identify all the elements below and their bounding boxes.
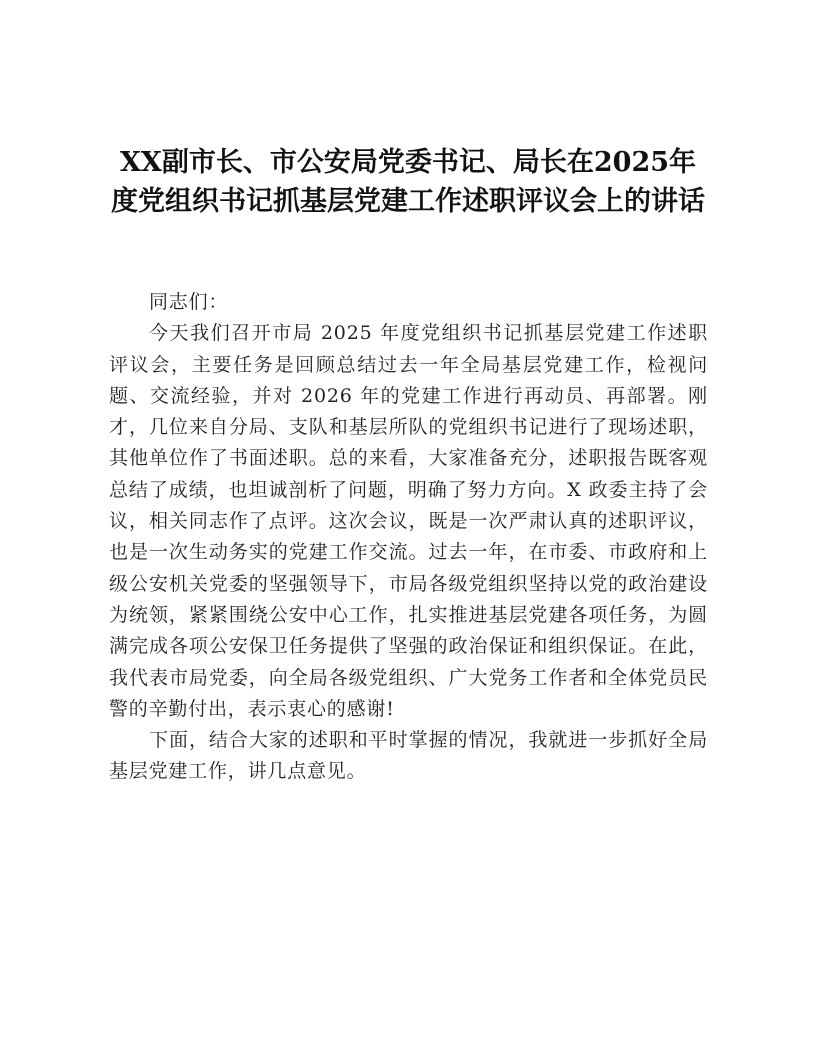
body-paragraph: 下面，结合大家的述职和平时掌握的情况，我就进一步抓好全局基层党建工作，讲几点意见。	[109, 729, 708, 783]
document-body	[109, 287, 708, 788]
document-title: XX副市长、市公安局党委书记、局长在2025年度党组织书记抓基层党建工作述职评议会上的讲话	[111, 147, 705, 217]
salutation: 同志们：	[149, 291, 229, 313]
body-paragraph: 今天我们召开市局 2025 年度党组织书记抓基层党建工作述职评议会，主要任务是回顾总结过去一年全局基层党建工作，检视问题、交流经验，并对 2026 年的党建工作进行再动员、再部署。刚才，几位来自分局、支队和基层所队的党组织书记进行了现场述职，其他单位作了书面述职。总的来看，大家准备充分，述职报告既客观总结了成绩，也坦诚剖析了问题，明确了努力方向。X 政委主持了会议，相关同志作了点评。这次会议，既是一次严肃认真的述职评议，也是一次生动务实的党建工作交流。过去一年，在市委、市政府和上级公安机关党委的坚强领导下，市局各级党组织坚持以党的政治建设为统领，紧紧围绕公安中心工作，扎实推进基层党建各项任务，为圆满完成各项公安保卫任务提供了坚强的政治保证和组织保证。在此，我代表市局党委，向全局各级党组织、广大党务工作者和全体党员民警的辛勤付出，表示衷心的感谢!	[109, 322, 708, 720]
